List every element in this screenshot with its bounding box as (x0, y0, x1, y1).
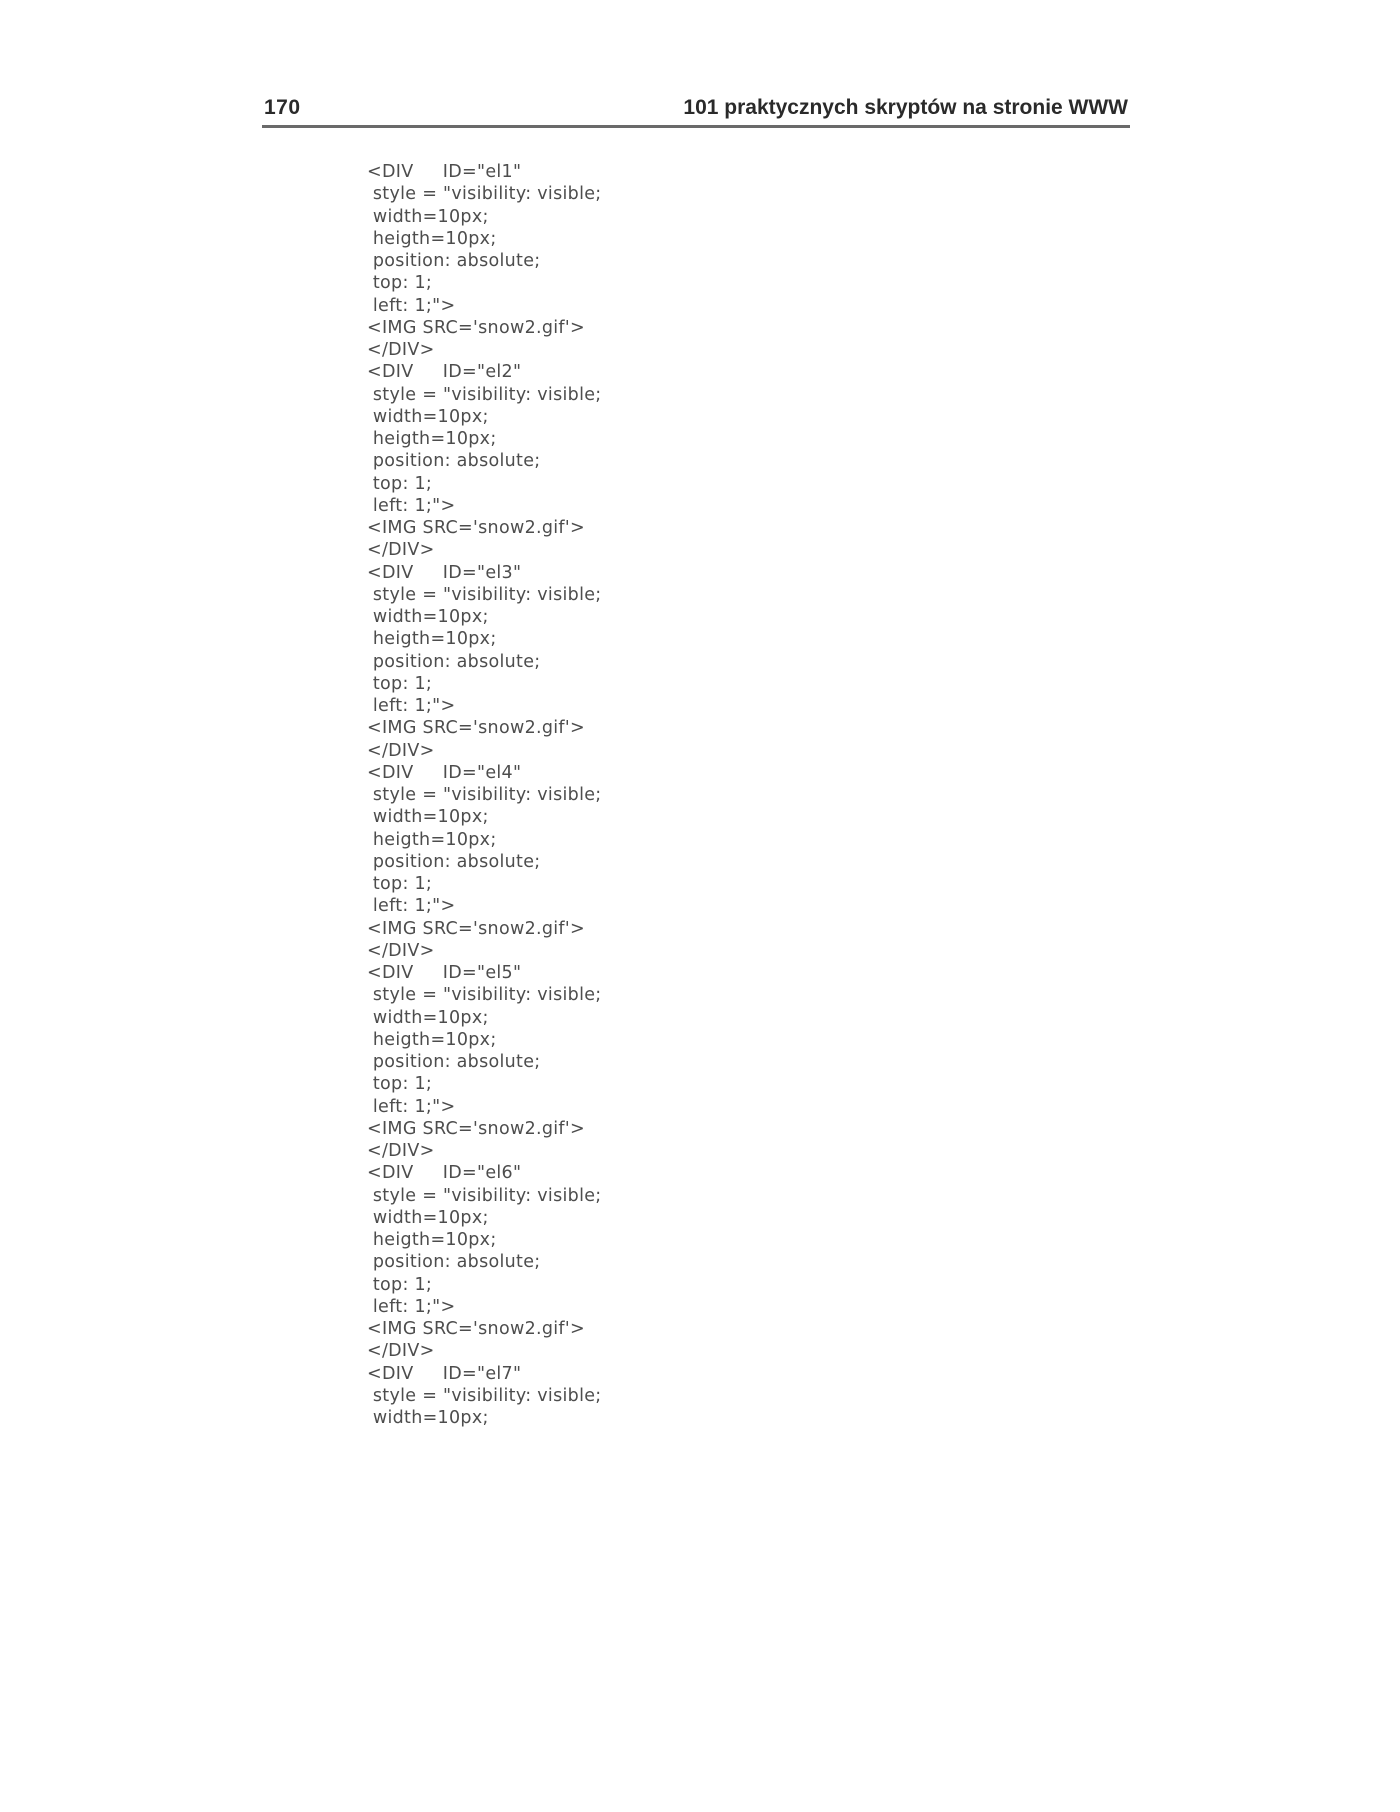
code-line: style = "visibility: visible; (367, 384, 602, 405)
code-line: <DIV ID="el5" (367, 963, 522, 983)
code-line: top: 1; (367, 1274, 433, 1295)
code-line: position: absolute; (367, 1052, 541, 1072)
code-line: width=10px; (367, 607, 489, 627)
code-listing (367, 161, 602, 1429)
code-line: style = "visibility: visible; (367, 785, 602, 805)
code-line: heigth=10px; (367, 429, 497, 449)
code-line: top: 1; (367, 273, 433, 294)
code-line: width=10px; (367, 206, 489, 227)
code-line: </DIV> (367, 540, 435, 561)
code-line: top: 1; (367, 874, 433, 894)
code-line: <DIV ID="el1" (367, 162, 522, 182)
code-line: heigth=10px; (367, 1029, 497, 1050)
code-line: top: 1; (367, 1074, 433, 1095)
code-line: position: absolute; (367, 651, 541, 672)
page-number: 170 (264, 96, 301, 119)
code-line: left: 1;"> (367, 1096, 456, 1117)
code-line: <DIV ID="el3" (367, 562, 522, 583)
code-line: <IMG SRC='snow2.gif'> (367, 1118, 585, 1139)
code-line: left: 1;"> (367, 495, 456, 516)
code-line: </DIV> (367, 940, 435, 961)
code-line: position: absolute; (367, 1252, 541, 1273)
code-line: heigth=10px; (367, 629, 497, 650)
code-line: <IMG SRC='snow2.gif'> (367, 518, 585, 538)
code-line: <DIV ID="el2" (367, 362, 522, 383)
code-line: top: 1; (367, 473, 433, 494)
code-line: heigth=10px; (367, 1230, 497, 1250)
code-line: style = "visibility: visible; (367, 1185, 602, 1206)
code-line: left: 1;"> (367, 295, 456, 316)
code-line: top: 1; (367, 673, 433, 694)
code-line: <DIV ID="el6" (367, 1163, 522, 1184)
code-line: </DIV> (367, 340, 435, 360)
page-header (262, 92, 1130, 128)
code-line: width=10px; (367, 1207, 489, 1228)
running-title: 101 praktycznych skryptów na stronie WWW (683, 96, 1128, 119)
code-line: position: absolute; (367, 851, 541, 872)
code-line: style = "visibility: visible; (367, 985, 602, 1006)
code-line: </DIV> (367, 740, 435, 761)
code-line: </DIV> (367, 1341, 435, 1362)
code-line: left: 1;"> (367, 1296, 456, 1317)
code-line: width=10px; (367, 807, 489, 828)
code-line: <IMG SRC='snow2.gif'> (367, 918, 585, 939)
code-line: width=10px; (367, 1408, 489, 1428)
code-line: position: absolute; (367, 451, 541, 472)
code-line: <DIV ID="el7" (367, 1363, 522, 1384)
code-line: style = "visibility: visible; (367, 184, 602, 205)
code-line: style = "visibility: visible; (367, 584, 602, 605)
code-line: width=10px; (367, 1007, 489, 1028)
code-line: style = "visibility: visible; (367, 1385, 602, 1406)
code-line: left: 1;"> (367, 896, 456, 917)
code-line: <DIV ID="el4" (367, 762, 522, 783)
code-line: position: absolute; (367, 251, 541, 271)
code-line: <IMG SRC='snow2.gif'> (367, 718, 585, 739)
code-line: heigth=10px; (367, 228, 497, 249)
code-line: heigth=10px; (367, 829, 497, 850)
code-line: <IMG SRC='snow2.gif'> (367, 1319, 585, 1339)
code-line: <IMG SRC='snow2.gif'> (367, 317, 585, 338)
code-line: width=10px; (367, 406, 489, 427)
code-line: left: 1;"> (367, 696, 456, 716)
code-line: </DIV> (367, 1141, 435, 1161)
